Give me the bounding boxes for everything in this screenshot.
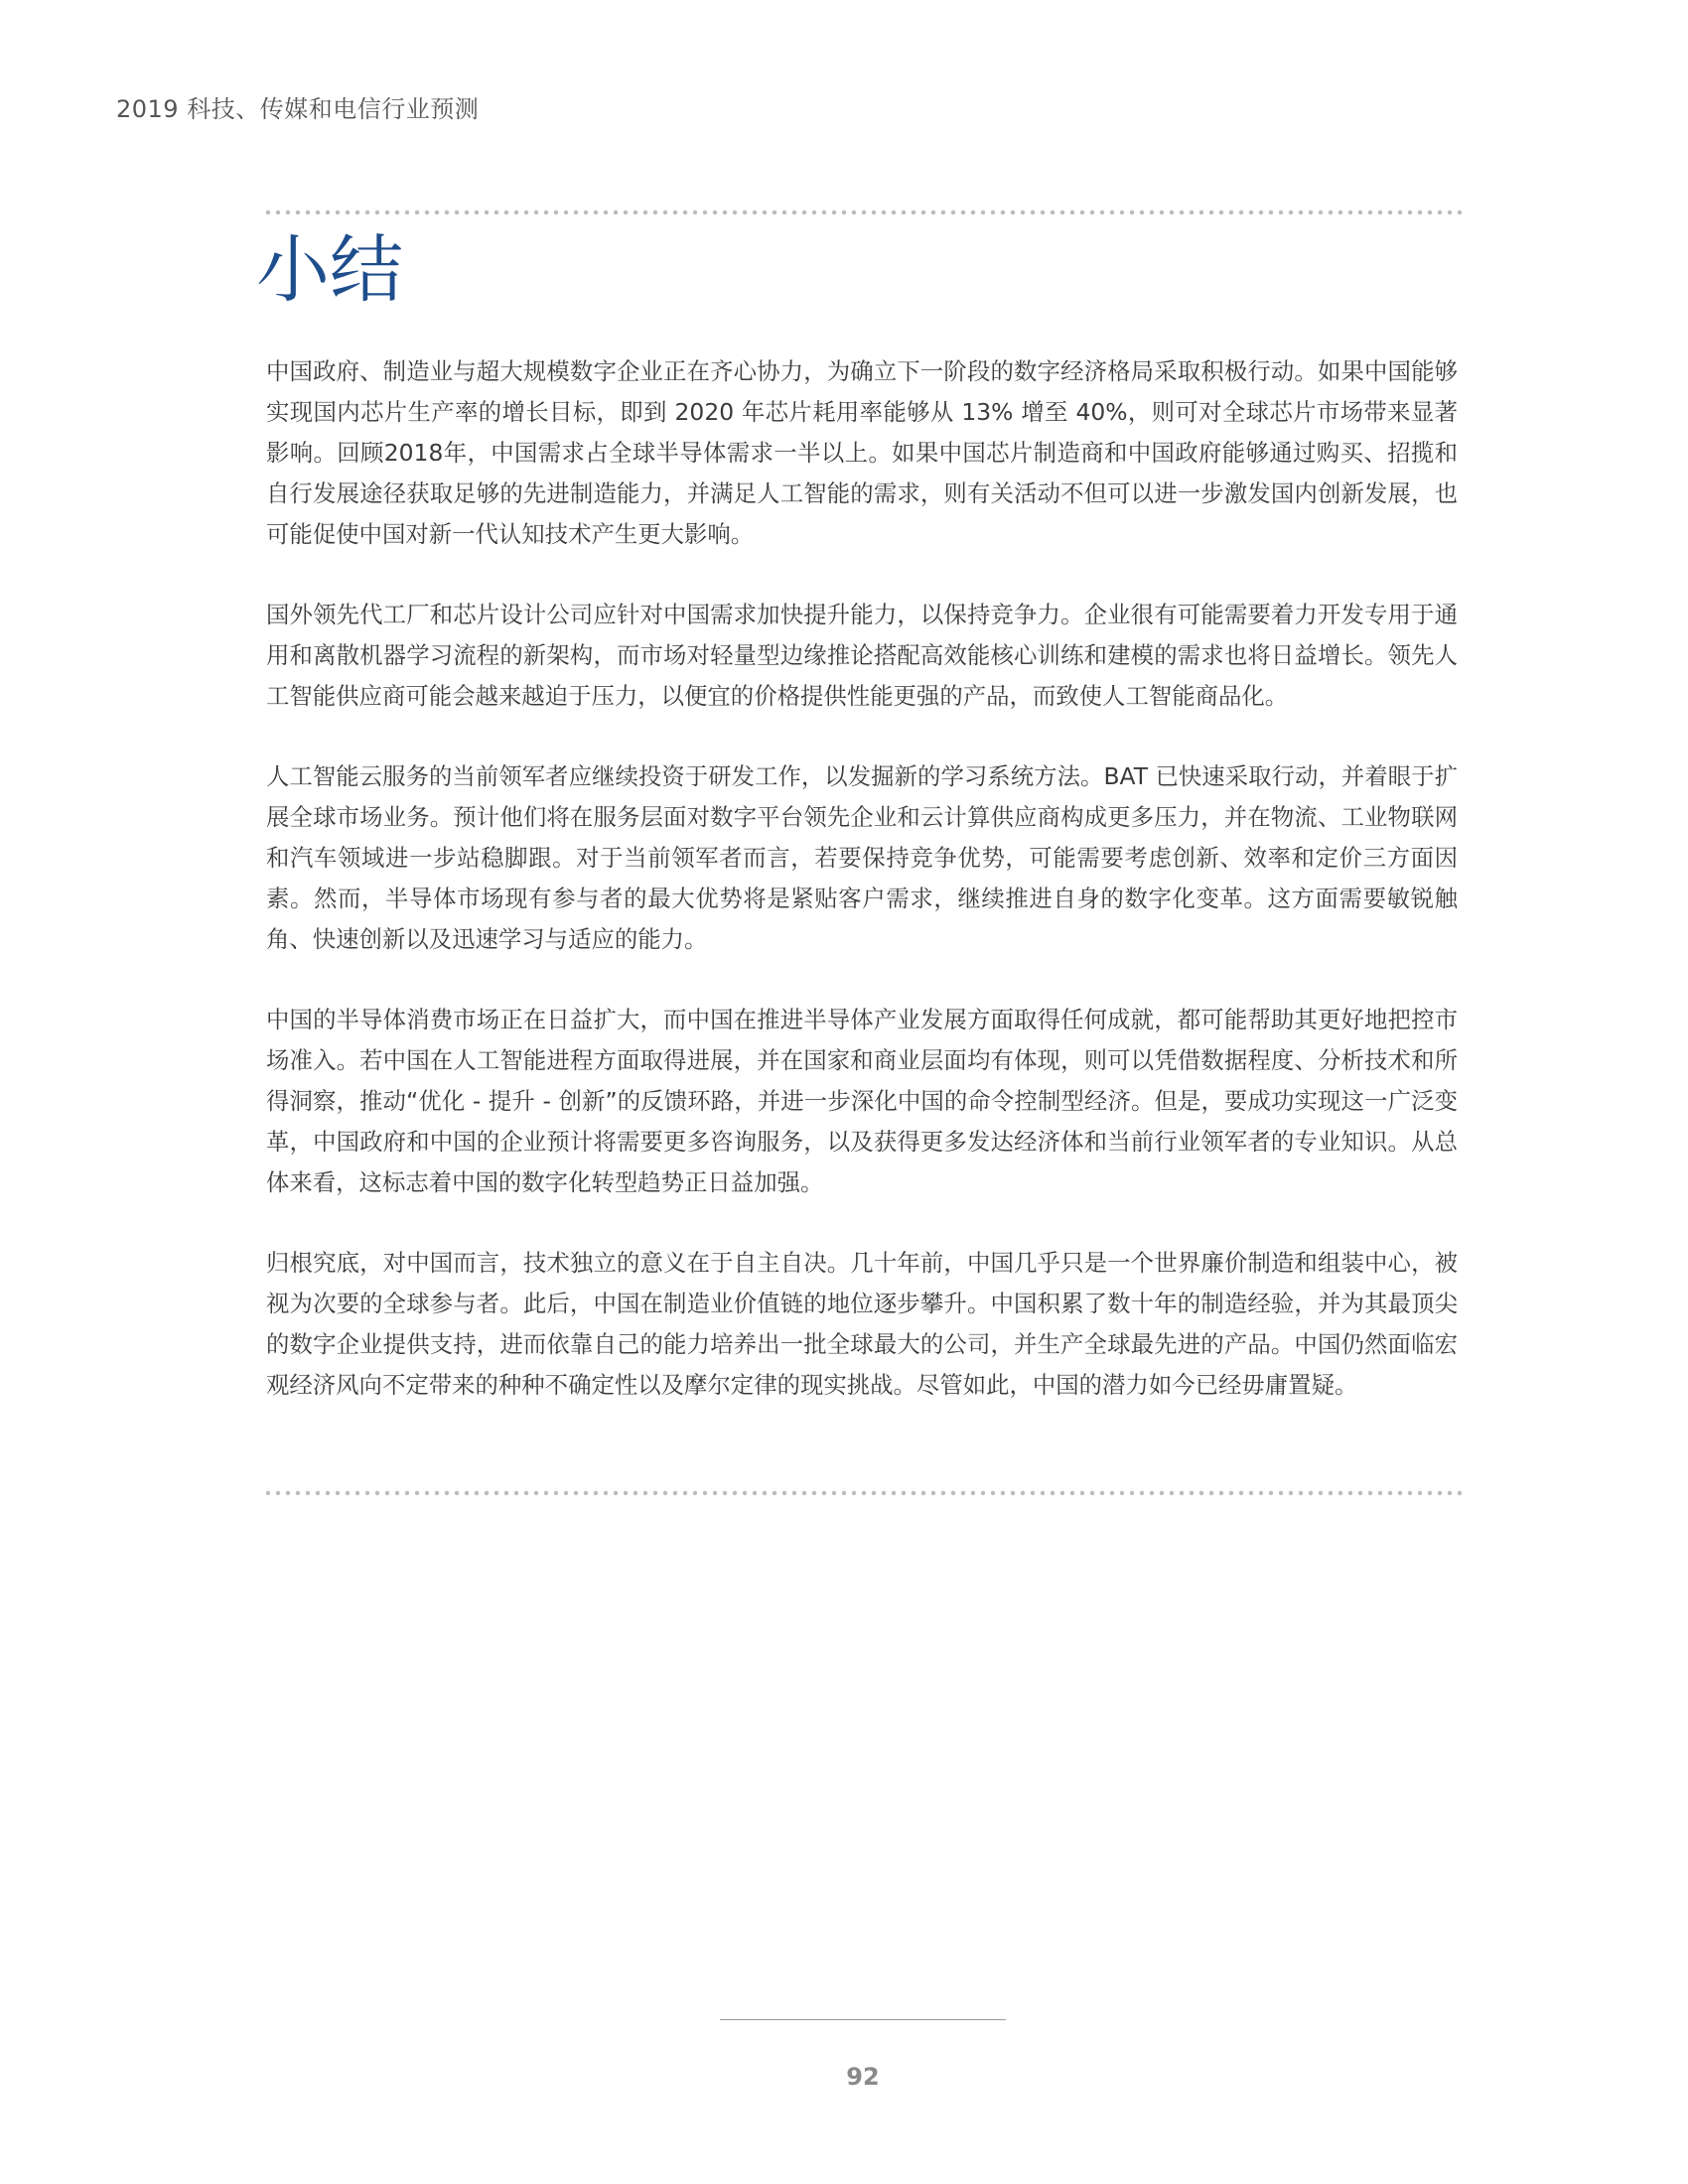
bottom-dotted-divider (263, 1490, 1467, 1496)
paragraph-1: 中国政府、制造业与超大规模数字企业正在齐心协力，为确立下一阶段的数字经济格局采取积极行动。如果中国能够实现国内芯片生产率的增长目标，即到 2020 年芯片耗用率能够从 13% 增至 40%，则可对全球芯片市场带来显著影响。回顾2018年，中国需求占全球半导体需求一半以上。如果中国芯片制造商和中国政府能够通过购买、招揽和自行发展途径获取足够的先进制造能力，并满足人工智能的需求，则有关活动不但可以进一步激发国内创新发展，也可能促使中国对新一代认知技术产生更大影响。 (266, 357, 1458, 548)
page-number: 92 (846, 2063, 880, 2091)
body-text (266, 351, 1458, 1445)
paragraph-3: 人工智能云服务的当前领军者应继续投资于研发工作，以发掘新的学习系统方法。BAT 已快速采取行动，并着眼于扩展全球市场业务。预计他们将在服务层面对数字平台领先企业和云计算供应商构成更多压力，并在物流、工业物联网和汽车领域进一步站稳脚跟。对于当前领军者而言，若要保持竞争优势，可能需要考虑创新、效率和定价三方面因素。然而，半导体市场现有参与者的最大优势将是紧贴客户需求，继续推进自身的数字化变革。这方面需要敏锐触角、快速创新以及迅速学习与适应的能力。 (266, 762, 1458, 953)
paragraph-4: 中国的半导体消费市场正在日益扩大，而中国在推进半导体产业发展方面取得任何成就，都可能帮助其更好地把控市场准入。若中国在人工智能进程方面取得进展，并在国家和商业层面均有体现，则可以凭借数据程度、分析技术和所得洞察，推动“优化 - 提升 - 创新”的反馈环路，并进一步深化中国的命令控制型经济。但是，要成功实现这一广泛变革，中国政府和中国的企业预计将需要更多咨询服务，以及获得更多发达经济体和当前行业领军者的专业知识。从总体来看，这标志着中国的数字化转型趋势正日益加强。 (266, 1006, 1458, 1196)
top-dotted-divider (263, 209, 1467, 215)
footer-divider (720, 2019, 1006, 2020)
section-title: 小结 (256, 227, 403, 313)
running-header: 2019 科技、传媒和电信行业预测 (116, 95, 480, 123)
paragraph-5: 归根究底，对中国而言，技术独立的意义在于自主自决。几十年前，中国几乎只是一个世界廉价制造和组装中心，被视为次要的全球参与者。此后，中国在制造业价值链的地位逐步攀升。中国积累了数十年的制造经验，并为其最顶尖的数字企业提供支持，进而依靠自己的能力培养出一批全球最大的公司，并生产全球最先进的产品。中国仍然面临宏观经济风向不定带来的种种不确定性以及摩尔定律的现实挑战。尽管如此，中国的潜力如今已经毋庸置疑。 (266, 1249, 1458, 1399)
paragraph-2: 国外领先代工厂和芯片设计公司应针对中国需求加快提升能力，以保持竞争力。企业很有可能需要着力开发专用于通用和离散机器学习流程的新架构，而市场对轻量型边缘推论搭配高效能核心训练和建模的需求也将日益增长。领先人工智能供应商可能会越来越迫于压力，以便宜的价格提供性能更强的产品，而致使人工智能商品化。 (266, 601, 1458, 710)
